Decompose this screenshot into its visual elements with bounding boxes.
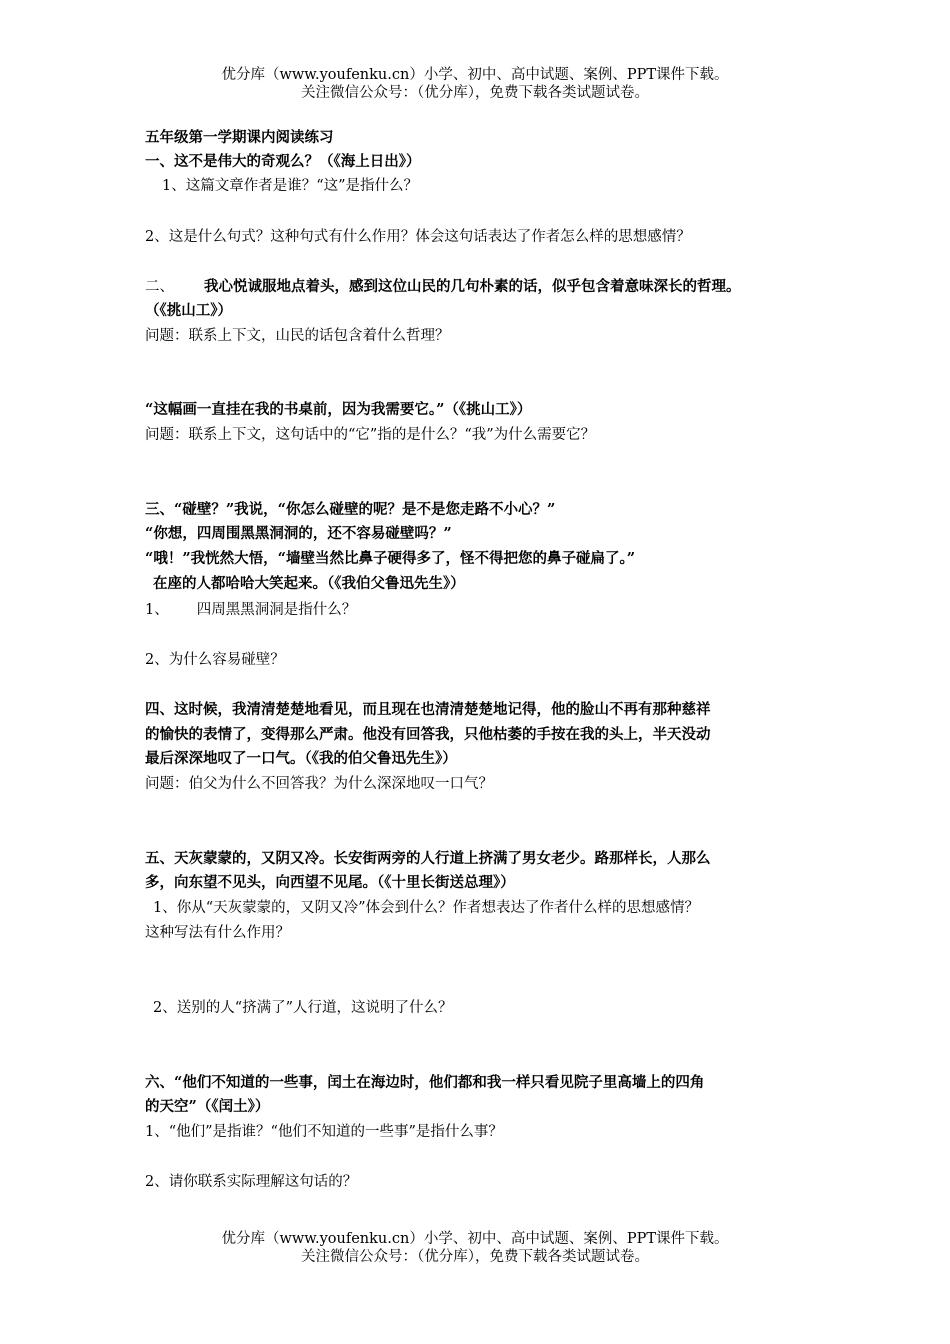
section-5-question-2: 2、送别的人“挤满了”人行道，这说明了什么？ [153,1000,453,1016]
section-2-heading [145,277,825,297]
section-3-line-2: “你想，四周围黑黑洞洞的，还不容易碰壁吗？” [145,525,452,542]
section-1-question-1: 1、这篇文章作者是谁？“这”是指什么？ [162,178,419,194]
section-3-question-1 [145,600,825,620]
section-4-line-3: 最后深深地叹了一口气。（《我的伯父鲁迅先生》） [145,750,457,767]
footer-line-2: 关注微信公众号：（优分库），免费下载各类试题试卷。 [301,1249,649,1265]
section-3-question-1-text: 四周黑黑洞洞是指什么？ [196,602,357,618]
section-4-line-1: 四、这时候，我清清楚楚地看见，而且现在也清清楚楚地记得，他的脸山不再有那种慈祥 [145,701,711,718]
section-3-line-3: “哦！”我恍然大悟，“墙壁当然比鼻子硬得多了，怪不得把您的鼻子碰扁了。” [145,550,636,567]
page-header [0,66,950,102]
footer-line-1: 优分库（www.youfenku.cn）小学、初中、高中试题、案例、PPT课件下载。 [221,1231,729,1247]
section-5-question-1a: 1、你从“天灰蒙蒙的，又阴又冷”体会到什么？作者想表达了作者什么样的思想感情？ [153,900,700,916]
section-2-source: （《挑山工》） [145,302,232,319]
section-1-question-2: 2、这是什么句式？这种句式有什么作用？体会这句话表达了作者怎么样的思想感情？ [145,229,691,245]
section-5-line-1: 五、天灰蒙蒙的，又阴又冷。长安街两旁的人行道上挤满了男女老少。路那样长，人那么 [145,850,711,867]
header-line-2: 关注微信公众号：（优分库），免费下载各类试题试卷。 [301,85,649,101]
page-footer [0,1230,950,1266]
header-line-1: 优分库（www.youfenku.cn）小学、初中、高中试题、案例、PPT课件下载。 [221,67,729,83]
section-3-line-4: 在座的人都哈哈大笑起来。（《我伯父鲁迅先生》） [153,575,465,592]
section-4-line-2: 的愉快的表情了，变得那么严肃。他没有回答我，只他枯萎的手按在我的头上，半天没动 [145,726,711,743]
section-1-heading: 一、这不是伟大的奇观么？（《海上日出》） [145,153,421,170]
section-6-line-2: 的天空”（《闰土》） [145,1098,270,1115]
section-6-line-1: 六、“他们不知道的一些事，闰土在海边时，他们都和我一样只看见院子里高墙上的四角 [145,1074,705,1091]
section-2-quote-2: “这幅画一直挂在我的书桌前，因为我需要它。”（《挑山工》） [145,401,532,418]
section-4-question-1: 问题：伯父为什么不回答我？为什么深深地叹一口气？ [145,776,493,792]
section-6-question-2: 2、请你联系实际理解这句话的？ [145,1174,358,1190]
section-2-question-2: 问题：联系上下文，这句话中的“它”指的是什么？“我”为什么需要它？ [145,427,596,443]
section-2-question-1: 问题：联系上下文，山民的话包含着什么哲理？ [145,328,450,344]
section-3-line-1: 三、“碰壁？”我说，“你怎么碰壁的呢？是不是您走路不小心？” [145,501,556,518]
document-title: 五年级第一学期课内阅读练习 [145,129,334,146]
section-2-quote: 我心悦诚服地点着头，感到这位山民的几句朴素的话，似乎包含着意味深长的哲理。 [204,278,741,295]
section-3-question-1-number: 1、 [145,602,169,618]
section-6-question-1: 1、“他们”是指谁？“他们不知道的一些事”是指什么事？ [145,1124,503,1140]
section-5-line-2: 多，向东望不见头，向西望不见尾。（《十里长街送总理》） [145,874,515,891]
section-5-question-1b: 这种写法有什么作用？ [145,925,290,941]
section-3-question-2: 2、为什么容易碰壁？ [145,652,285,668]
section-2-number: 二、 [145,279,174,295]
